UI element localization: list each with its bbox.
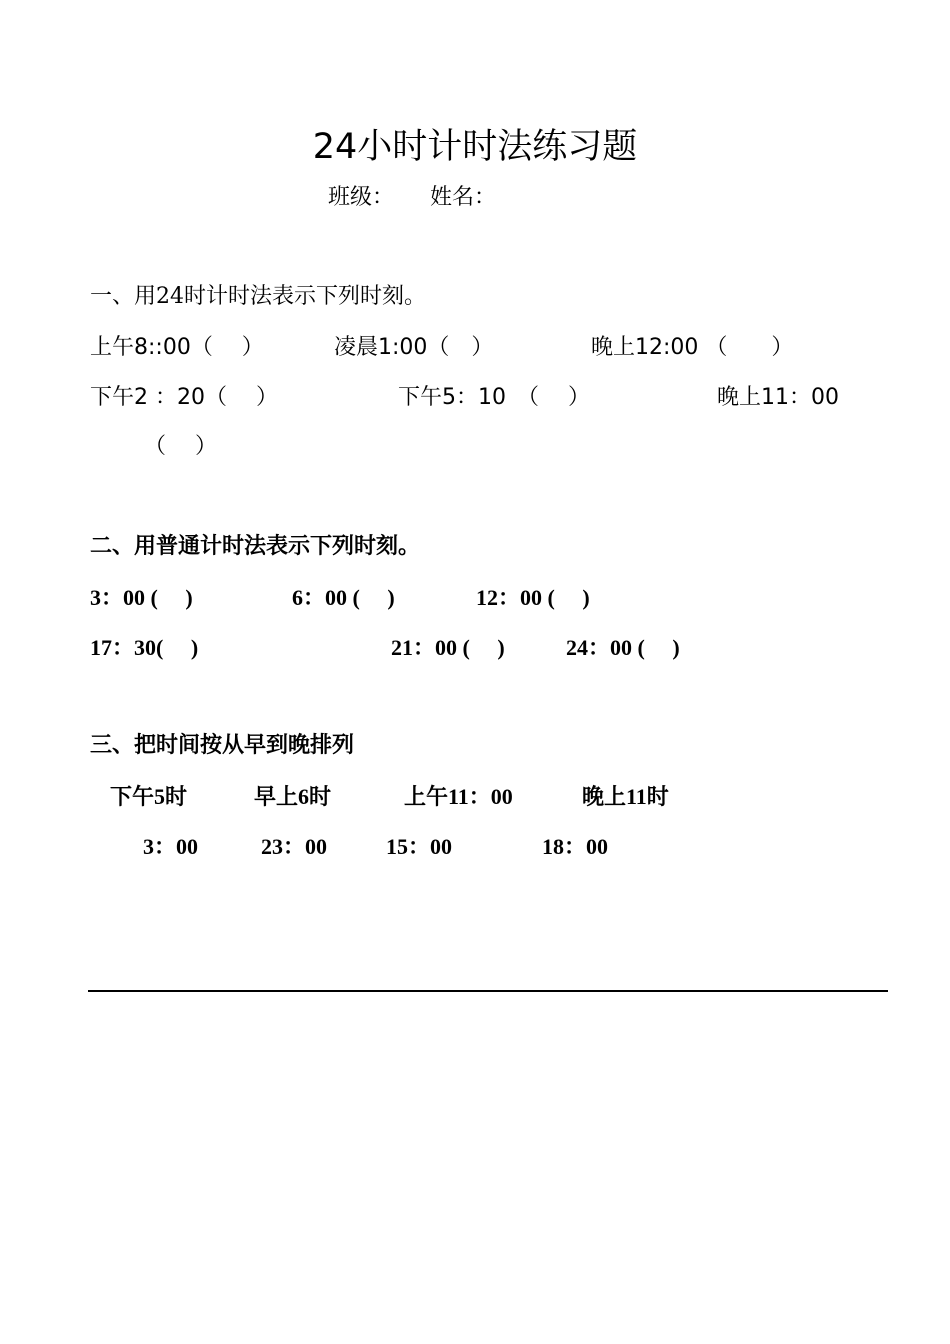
section-1-item: 晚上11：00 (717, 385, 839, 410)
section-3-heading: 三、把时间按从早到晚排列 (90, 733, 355, 758)
bottom-divider (88, 990, 888, 992)
section-1-item: 下午2 ：20（ ） (90, 385, 278, 410)
section-3-time: 上午11：00 (404, 784, 513, 809)
section-2-heading: 二、用普通计时法表示下列时刻。 (90, 534, 421, 559)
section-3-time: 23：00 (261, 834, 328, 859)
section-3-time: 晚上11时 (582, 784, 669, 809)
section-3-time: 15：00 (386, 834, 453, 859)
name-label: 姓名： (430, 185, 497, 210)
class-label: 班级： (328, 185, 395, 210)
section-2-item: 17：30( ) (90, 635, 199, 660)
section-2-item: 24：00 ( ) (566, 635, 680, 660)
section-2-item: 21：00 ( ) (391, 635, 505, 660)
section-1-item: （ ） (144, 434, 217, 459)
section-2-item: 12：00 ( ) (476, 585, 590, 610)
section-3-time: 下午5时 (110, 784, 188, 809)
section-1-item: 下午5：10 （ ） (398, 385, 590, 410)
section-1-item: 晚上12:00 （ ） (591, 335, 794, 360)
section-2-item: 6：00 ( ) (292, 585, 395, 610)
section-1-item: 上午8::00（ ） (90, 335, 264, 360)
section-3-time: 早上6时 (254, 784, 332, 809)
section-1-heading: 一、用24时计时法表示下列时刻。 (90, 284, 426, 309)
section-3-time: 3：00 (143, 834, 199, 859)
section-3-time: 18：00 (542, 834, 609, 859)
section-1-item: 凌晨1:00（ ） (334, 335, 494, 360)
section-2-item: 3：00 ( ) (90, 585, 193, 610)
page-title: 24小时计时法练习题 (312, 127, 638, 167)
